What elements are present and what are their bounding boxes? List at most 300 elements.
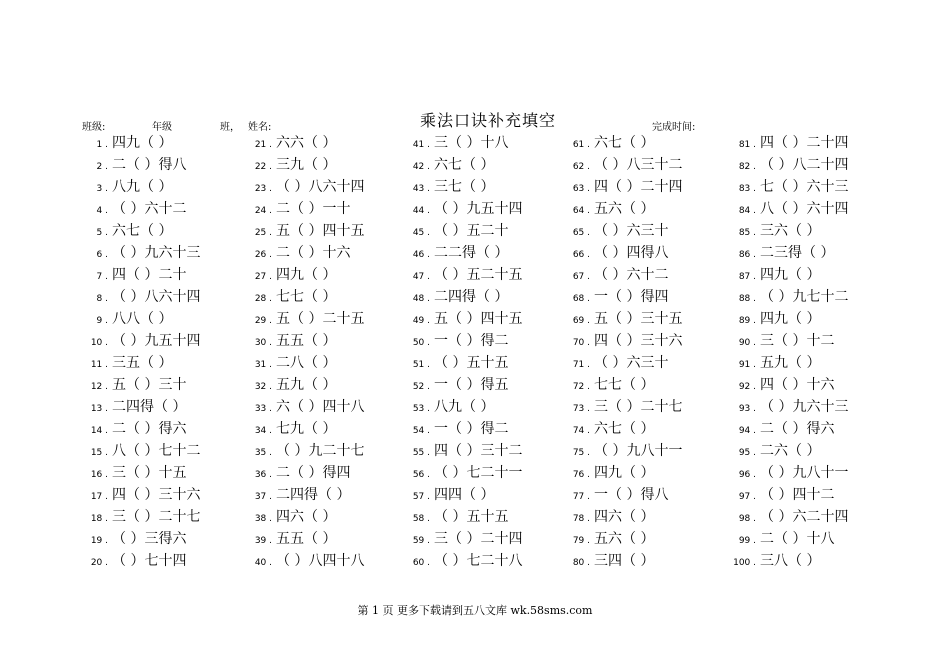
exercise-number: 16 . xyxy=(90,470,108,480)
exercise-item xyxy=(80,176,172,198)
exercise-item xyxy=(238,220,364,242)
exercise-item xyxy=(396,506,508,528)
exercise-text: （ ）六十二 xyxy=(112,201,187,217)
exercise-item xyxy=(80,484,200,506)
exercise-number: 82 . xyxy=(738,162,756,172)
exercise-text: 八（ ）六十四 xyxy=(760,201,849,217)
exercise-number: 17 . xyxy=(90,492,108,502)
exercise-item xyxy=(80,264,186,286)
exercise-number: 94 . xyxy=(738,426,756,436)
exercise-text: 三七（ ） xyxy=(434,179,495,195)
exercise-text: （ ）九八十一 xyxy=(594,443,683,459)
exercise-item xyxy=(716,484,834,506)
exercise-text: 五（ ）四十五 xyxy=(276,223,365,239)
exercise-text: 八九（ ） xyxy=(434,399,495,415)
exercise-text: （ ）三得六 xyxy=(112,531,187,547)
exercise-number: 20 . xyxy=(90,558,108,568)
exercise-item xyxy=(80,550,186,572)
exercise-item xyxy=(80,374,186,396)
exercise-item xyxy=(80,242,200,264)
exercise-item xyxy=(716,330,834,352)
exercise-item xyxy=(556,484,668,506)
exercise-item xyxy=(238,374,336,396)
exercise-item xyxy=(396,484,494,506)
exercise-number: 95 . xyxy=(738,448,756,458)
exercise-number: 50 . xyxy=(412,338,430,348)
exercise-number: 56 . xyxy=(412,470,430,480)
exercise-item xyxy=(716,374,834,396)
exercise-number: 41 . xyxy=(412,140,430,150)
exercise-text: 五六（ ） xyxy=(594,531,655,547)
exercise-text: （ ）九八十一 xyxy=(760,465,849,481)
exercise-text: 一（ ）得四 xyxy=(594,289,669,305)
exercise-item xyxy=(556,528,654,550)
exercise-number: 78 . xyxy=(572,514,590,524)
exercise-text: 四（ ）十六 xyxy=(760,377,835,393)
exercise-item xyxy=(556,198,654,220)
exercise-text: （ ）八六十四 xyxy=(112,289,201,305)
exercise-text: （ ）七二十一 xyxy=(434,465,523,481)
exercise-text: （ ）八二十四 xyxy=(760,157,849,173)
exercise-item xyxy=(716,550,820,572)
exercise-number: 11 . xyxy=(90,360,108,370)
exercise-item xyxy=(80,132,172,154)
exercise-item xyxy=(80,462,186,484)
exercise-text: 六七（ ） xyxy=(594,421,655,437)
exercise-item xyxy=(238,352,336,374)
exercise-item xyxy=(556,374,654,396)
exercise-item xyxy=(396,308,522,330)
exercise-text: 三（ ）二十四 xyxy=(434,531,523,547)
exercise-number: 72 . xyxy=(572,382,590,392)
exercise-item xyxy=(716,396,848,418)
exercise-number: 70 . xyxy=(572,338,590,348)
exercise-text: （ ）八四十八 xyxy=(276,553,365,569)
exercise-item xyxy=(716,440,820,462)
exercise-item xyxy=(716,198,848,220)
exercise-number: 37 . xyxy=(254,492,272,502)
exercise-item xyxy=(716,264,820,286)
exercise-number: 44 . xyxy=(412,206,430,216)
exercise-text: 一（ ）得五 xyxy=(434,377,509,393)
exercise-item xyxy=(80,352,172,374)
exercise-number: 27 . xyxy=(254,272,272,282)
completion-time-label: 完成时间: xyxy=(652,122,696,133)
exercise-number: 47 . xyxy=(412,272,430,282)
exercise-text: 六七（ ） xyxy=(594,135,655,151)
exercise-text: 三（ ）十八 xyxy=(434,135,509,151)
exercise-text: 五六（ ） xyxy=(594,201,655,217)
exercise-text: 四（ ）三十二 xyxy=(434,443,523,459)
exercise-item xyxy=(396,286,508,308)
exercise-number: 13 . xyxy=(90,404,108,414)
exercise-item xyxy=(556,330,682,352)
exercise-text: 四（ ）二十四 xyxy=(760,135,849,151)
exercise-text: （ ）五二十 xyxy=(434,223,509,239)
exercise-item xyxy=(556,550,654,572)
exercise-item xyxy=(238,198,350,220)
exercise-text: 六（ ）四十八 xyxy=(276,399,365,415)
class-label: 班级: xyxy=(82,122,106,133)
exercise-number: 14 . xyxy=(90,426,108,436)
exercise-number: 6 . xyxy=(96,250,108,260)
exercise-number: 74 . xyxy=(572,426,590,436)
exercise-item xyxy=(716,418,834,440)
exercise-text: 二（ ）得八 xyxy=(112,157,187,173)
exercise-text: 二四得（ ） xyxy=(276,487,351,503)
exercise-text: 四九（ ） xyxy=(276,267,337,283)
exercise-item xyxy=(716,506,848,528)
exercise-item xyxy=(396,242,508,264)
exercise-item xyxy=(716,528,834,550)
exercise-item xyxy=(396,132,508,154)
exercise-text: 七九（ ） xyxy=(276,421,337,437)
exercise-number: 48 . xyxy=(412,294,430,304)
exercise-text: 四四（ ） xyxy=(434,487,495,503)
exercise-item xyxy=(556,132,654,154)
exercise-text: 八八（ ） xyxy=(112,311,173,327)
exercise-text: （ ）四得八 xyxy=(594,245,669,261)
exercise-text: 一（ ）得二 xyxy=(434,421,509,437)
exercise-item xyxy=(80,154,186,176)
page-footer: 第 1 页 更多下载请到五八文库 wk.58sms.com xyxy=(357,604,593,617)
exercise-number: 97 . xyxy=(738,492,756,502)
exercise-text: 七七（ ） xyxy=(594,377,655,393)
exercise-text: 五（ ）三十 xyxy=(112,377,187,393)
exercise-text: （ ）九六十三 xyxy=(112,245,201,261)
exercise-number: 34 . xyxy=(254,426,272,436)
exercise-item xyxy=(238,308,364,330)
exercise-number: 52 . xyxy=(412,382,430,392)
exercise-item xyxy=(396,550,522,572)
exercise-item xyxy=(396,528,522,550)
exercise-number: 25 . xyxy=(254,228,272,238)
exercise-text: 四（ ）三十六 xyxy=(112,487,201,503)
exercise-number: 53 . xyxy=(412,404,430,414)
exercise-number: 49 . xyxy=(412,316,430,326)
exercise-item xyxy=(238,484,350,506)
exercise-number: 29 . xyxy=(254,316,272,326)
exercise-item xyxy=(716,308,820,330)
exercise-item xyxy=(238,264,336,286)
exercise-number: 23 . xyxy=(254,184,272,194)
exercise-number: 92 . xyxy=(738,382,756,392)
exercise-item xyxy=(556,242,668,264)
exercise-item xyxy=(396,264,522,286)
exercise-text: 六六（ ） xyxy=(276,135,337,151)
exercise-item xyxy=(556,462,654,484)
exercise-number: 5 . xyxy=(96,228,108,238)
exercise-text: （ ）九五十四 xyxy=(434,201,523,217)
exercise-text: 八（ ）七十二 xyxy=(112,443,201,459)
exercise-number: 46 . xyxy=(412,250,430,260)
ban-label: 班， xyxy=(220,122,240,133)
exercise-text: 一（ ）得二 xyxy=(434,333,509,349)
exercise-item xyxy=(396,198,522,220)
exercise-number: 81 . xyxy=(738,140,756,150)
exercise-number: 79 . xyxy=(572,536,590,546)
exercise-number: 22 . xyxy=(254,162,272,172)
exercise-text: 二（ ）得六 xyxy=(760,421,835,437)
exercise-text: 五九（ ） xyxy=(760,355,821,371)
exercise-text: （ ）六二十四 xyxy=(760,509,849,525)
exercise-text: 二二得（ ） xyxy=(434,245,509,261)
exercise-number: 71 . xyxy=(572,360,590,370)
exercise-item xyxy=(556,286,668,308)
exercise-number: 80 . xyxy=(572,558,590,568)
exercise-item xyxy=(716,220,820,242)
exercise-text: 四九（ ） xyxy=(112,135,173,151)
exercise-item xyxy=(238,330,336,352)
exercise-item xyxy=(80,198,186,220)
exercise-number: 24 . xyxy=(254,206,272,216)
exercise-item xyxy=(556,264,668,286)
exercise-text: （ ）四十二 xyxy=(760,487,835,503)
exercise-item xyxy=(556,440,682,462)
name-label: 姓名: xyxy=(248,122,272,133)
exercise-item xyxy=(80,220,172,242)
exercise-text: 三九（ ） xyxy=(276,157,337,173)
exercise-number: 93 . xyxy=(738,404,756,414)
exercise-item xyxy=(396,154,494,176)
exercise-number: 84 . xyxy=(738,206,756,216)
grade-label: 年级 xyxy=(152,122,172,133)
exercise-number: 35 . xyxy=(254,448,272,458)
exercise-number: 83 . xyxy=(738,184,756,194)
exercise-item xyxy=(80,506,200,528)
exercise-item xyxy=(716,176,848,198)
exercise-number: 65 . xyxy=(572,228,590,238)
exercise-number: 88 . xyxy=(738,294,756,304)
exercise-number: 91 . xyxy=(738,360,756,370)
exercise-item xyxy=(396,330,508,352)
exercise-item xyxy=(716,154,848,176)
exercise-number: 26 . xyxy=(254,250,272,260)
exercise-item xyxy=(238,418,336,440)
exercise-text: 四九（ ） xyxy=(760,311,821,327)
exercise-text: 三（ ）二十七 xyxy=(112,509,201,525)
exercise-grid xyxy=(80,132,870,572)
exercise-number: 19 . xyxy=(90,536,108,546)
exercise-item xyxy=(716,352,820,374)
exercise-number: 62 . xyxy=(572,162,590,172)
exercise-item xyxy=(556,176,682,198)
exercise-text: 二（ ）得四 xyxy=(276,465,351,481)
exercise-item xyxy=(238,440,364,462)
exercise-text: 三四（ ） xyxy=(594,553,655,569)
exercise-text: 二（ ）十六 xyxy=(276,245,351,261)
exercise-text: 三（ ）十五 xyxy=(112,465,187,481)
exercise-text: 三六（ ） xyxy=(760,223,821,239)
exercise-number: 86 . xyxy=(738,250,756,260)
exercise-number: 64 . xyxy=(572,206,590,216)
exercise-number: 12 . xyxy=(90,382,108,392)
exercise-text: 七七（ ） xyxy=(276,289,337,305)
exercise-number: 68 . xyxy=(572,294,590,304)
exercise-text: 六七（ ） xyxy=(112,223,173,239)
exercise-text: 五九（ ） xyxy=(276,377,337,393)
exercise-item xyxy=(238,132,336,154)
exercise-item xyxy=(556,506,654,528)
exercise-item xyxy=(396,440,522,462)
exercise-number: 89 . xyxy=(738,316,756,326)
exercise-text: 三（ ）十二 xyxy=(760,333,835,349)
exercise-number: 43 . xyxy=(412,184,430,194)
exercise-text: 二四得（ ） xyxy=(434,289,509,305)
exercise-item xyxy=(238,550,364,572)
exercise-number: 40 . xyxy=(254,558,272,568)
exercise-number: 28 . xyxy=(254,294,272,304)
exercise-number: 61 . xyxy=(572,140,590,150)
exercise-item xyxy=(396,220,508,242)
exercise-number: 38 . xyxy=(254,514,272,524)
exercise-item xyxy=(396,462,522,484)
exercise-number: 60 . xyxy=(412,558,430,568)
exercise-number: 76 . xyxy=(572,470,590,480)
exercise-number: 54 . xyxy=(412,426,430,436)
exercise-number: 39 . xyxy=(254,536,272,546)
exercise-number: 75 . xyxy=(572,448,590,458)
exercise-item xyxy=(238,528,336,550)
exercise-item xyxy=(238,506,336,528)
exercise-number: 69 . xyxy=(572,316,590,326)
exercise-item xyxy=(238,462,350,484)
exercise-number: 32 . xyxy=(254,382,272,392)
exercise-item xyxy=(396,374,508,396)
exercise-number: 18 . xyxy=(90,514,108,524)
exercise-item xyxy=(238,242,350,264)
exercise-text: 一（ ）得八 xyxy=(594,487,669,503)
exercise-text: （ ）九六十三 xyxy=(760,399,849,415)
exercise-number: 42 . xyxy=(412,162,430,172)
exercise-number: 15 . xyxy=(90,448,108,458)
exercise-text: （ ）六十二 xyxy=(594,267,669,283)
exercise-number: 7 . xyxy=(96,272,108,282)
exercise-number: 90 . xyxy=(738,338,756,348)
exercise-text: （ ）八六十四 xyxy=(276,179,365,195)
exercise-text: 二（ ）一十 xyxy=(276,201,351,217)
exercise-number: 30 . xyxy=(254,338,272,348)
exercise-number: 67 . xyxy=(572,272,590,282)
exercise-item xyxy=(556,220,668,242)
exercise-text: 四（ ）三十六 xyxy=(594,333,683,349)
exercise-item xyxy=(556,352,668,374)
exercise-item xyxy=(716,462,848,484)
exercise-text: （ ）九二十七 xyxy=(276,443,365,459)
exercise-number: 59 . xyxy=(412,536,430,546)
exercise-number: 55 . xyxy=(412,448,430,458)
exercise-text: 二六（ ） xyxy=(760,443,821,459)
exercise-number: 73 . xyxy=(572,404,590,414)
exercise-number: 10 . xyxy=(90,338,108,348)
exercise-number: 8 . xyxy=(96,294,108,304)
exercise-item xyxy=(396,352,508,374)
exercise-number: 21 . xyxy=(254,140,272,150)
exercise-number: 58 . xyxy=(412,514,430,524)
exercise-item xyxy=(556,418,654,440)
exercise-item xyxy=(80,418,186,440)
exercise-number: 2 . xyxy=(96,162,108,172)
exercise-text: （ ）六三十 xyxy=(594,355,669,371)
exercise-text: （ ）五二十五 xyxy=(434,267,523,283)
exercise-number: 1 . xyxy=(96,140,108,150)
exercise-text: （ ）五十五 xyxy=(434,355,509,371)
exercise-item xyxy=(80,286,200,308)
exercise-number: 57 . xyxy=(412,492,430,502)
exercise-number: 66 . xyxy=(572,250,590,260)
exercise-number: 45 . xyxy=(412,228,430,238)
exercise-item xyxy=(80,308,172,330)
exercise-item xyxy=(238,396,364,418)
exercise-item xyxy=(80,440,200,462)
exercise-text: （ ）七十四 xyxy=(112,553,187,569)
exercise-number: 98 . xyxy=(738,514,756,524)
exercise-text: 五（ ）三十五 xyxy=(594,311,683,327)
exercise-number: 100 . xyxy=(733,558,756,568)
exercise-item xyxy=(238,286,336,308)
exercise-text: 四六（ ） xyxy=(276,509,337,525)
exercise-number: 87 . xyxy=(738,272,756,282)
exercise-text: 四（ ）二十 xyxy=(112,267,187,283)
exercise-item xyxy=(238,154,336,176)
exercise-number: 96 . xyxy=(738,470,756,480)
exercise-text: 二三得（ ） xyxy=(760,245,835,261)
exercise-text: 五五（ ） xyxy=(276,531,337,547)
exercise-item xyxy=(80,330,200,352)
exercise-text: 五（ ）四十五 xyxy=(434,311,523,327)
exercise-text: 二四得（ ） xyxy=(112,399,187,415)
exercise-number: 99 . xyxy=(738,536,756,546)
exercise-item xyxy=(238,176,364,198)
exercise-text: （ ）八三十二 xyxy=(594,157,683,173)
exercise-text: 二八（ ） xyxy=(276,355,337,371)
exercise-text: 四六（ ） xyxy=(594,509,655,525)
exercise-item xyxy=(556,396,682,418)
exercise-number: 9 . xyxy=(96,316,108,326)
page-title: 乘法口诀补充填空 xyxy=(420,111,557,130)
exercise-text: 七（ ）六十三 xyxy=(760,179,849,195)
exercise-text: 四（ ）二十四 xyxy=(594,179,683,195)
exercise-text: 四九（ ） xyxy=(594,465,655,481)
exercise-text: 二（ ）得六 xyxy=(112,421,187,437)
exercise-item xyxy=(396,176,494,198)
exercise-number: 36 . xyxy=(254,470,272,480)
exercise-text: 二（ ）十八 xyxy=(760,531,835,547)
exercise-item xyxy=(80,528,186,550)
exercise-number: 85 . xyxy=(738,228,756,238)
exercise-text: 六七（ ） xyxy=(434,157,495,173)
exercise-number: 3 . xyxy=(96,184,108,194)
exercise-text: 五（ ）二十五 xyxy=(276,311,365,327)
exercise-text: （ ）九七十二 xyxy=(760,289,849,305)
exercise-item xyxy=(556,308,682,330)
exercise-item xyxy=(396,418,508,440)
exercise-text: 三五（ ） xyxy=(112,355,173,371)
exercise-item xyxy=(396,396,494,418)
exercise-text: （ ）六三十 xyxy=(594,223,669,239)
exercise-text: 四九（ ） xyxy=(760,267,821,283)
exercise-item xyxy=(556,154,682,176)
exercise-number: 33 . xyxy=(254,404,272,414)
exercise-text: 八九（ ） xyxy=(112,179,173,195)
exercise-text: （ ）九五十四 xyxy=(112,333,201,349)
exercise-item xyxy=(716,242,834,264)
exercise-text: 三（ ）二十七 xyxy=(594,399,683,415)
exercise-number: 4 . xyxy=(96,206,108,216)
exercise-item xyxy=(716,132,848,154)
exercise-item xyxy=(716,286,848,308)
exercise-number: 31 . xyxy=(254,360,272,370)
